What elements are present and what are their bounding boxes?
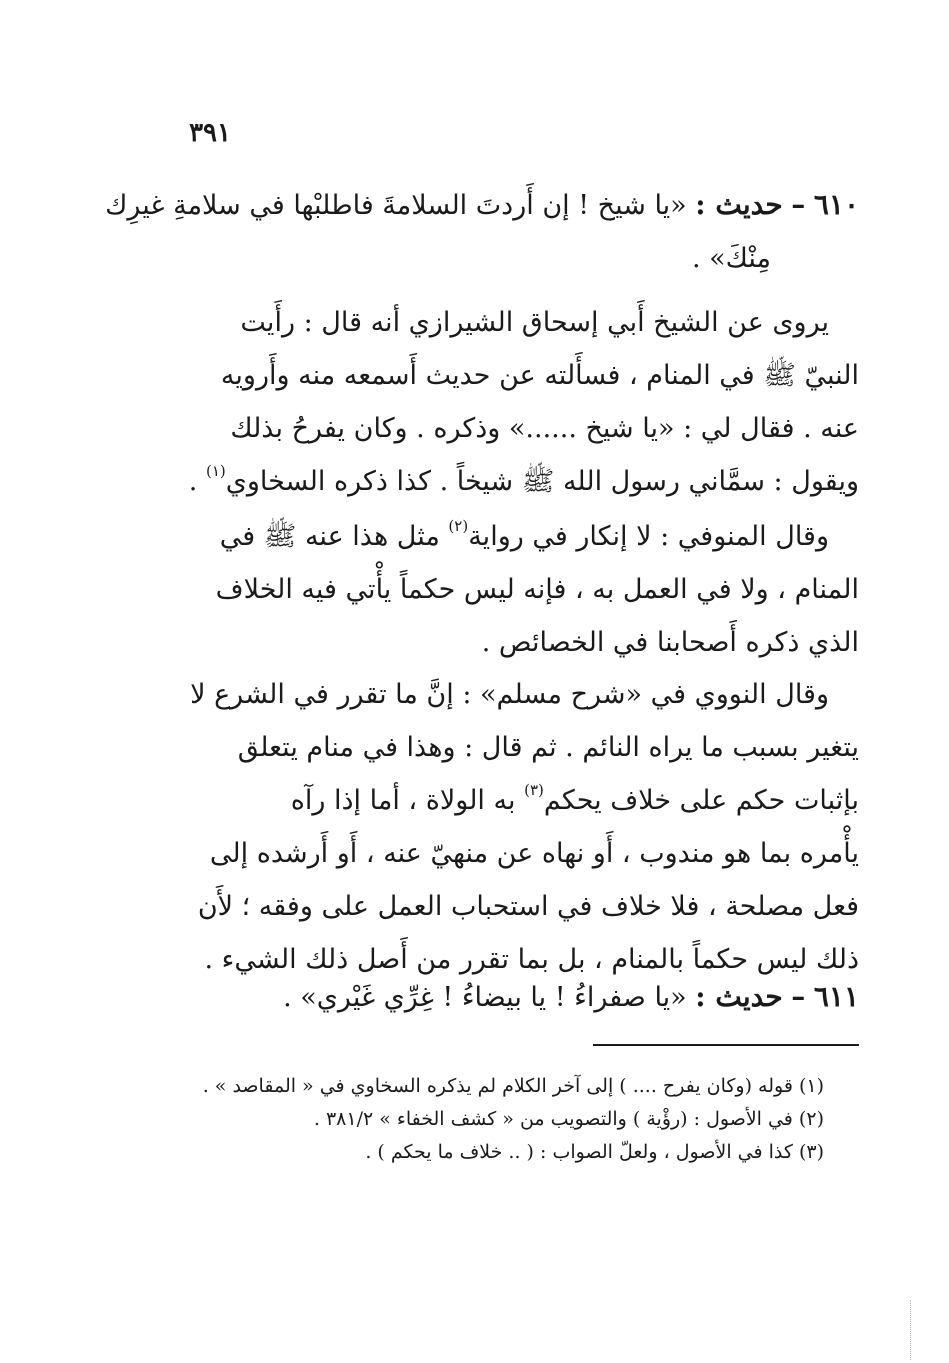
paragraph-line: النبيّ ﷺ في المنام ، فسأَلته عن حديث أَسمعه منه وأَرويه <box>220 360 859 391</box>
paragraph-text: مثل هذا عنه ﷺ في <box>219 521 449 552</box>
footnote-ref-3: (٣) <box>524 781 544 799</box>
paragraph-3 <box>179 668 859 986</box>
footnotes <box>184 1070 824 1169</box>
paragraph-line <box>179 774 859 827</box>
paragraph-line: يروى عن الشيخ أَبي إسحاق الشيرازي أنه قال : رأَيت <box>240 307 829 338</box>
footnote-3: (٣) كذا في الأصول ، ولعلّ الصواب : ( .. خلاف ما يحكم ) . <box>365 1141 824 1163</box>
footnote-2: (٢) في الأصول : (رؤْية ) والتصويب من « كشف الخفاء » ٣٨١/٢ . <box>313 1108 824 1130</box>
paragraph-text: . <box>188 466 206 497</box>
hadith-610-line-1 <box>105 178 859 232</box>
paragraph-text: ويقول : سمَّاني رسول الله ﷺ شيخاً . كذا ذكره السخاوي <box>225 466 859 497</box>
paragraph-line <box>179 455 859 508</box>
page-number: ٣٩١ <box>189 118 231 148</box>
paragraph-2 <box>179 510 859 669</box>
hadith-label: حديث : <box>695 188 783 221</box>
paragraph-line: الذي ذكره أَصحابنا في الخصائص . <box>481 627 859 658</box>
hadith-610 <box>105 178 859 285</box>
paragraph-text: وقال المنوفي : لا إنكار في رواية <box>468 521 829 552</box>
hadith-611-line-1 <box>169 970 859 1024</box>
footnote-divider <box>593 1044 859 1046</box>
paragraph-line: عنه . فقال لي : «يا شيخ ......» وذكره . وكان يفرحُ بذلك <box>230 413 859 444</box>
paragraph-text: بإثبات حكم على خلاف يحكم <box>543 785 859 816</box>
footnote-ref-1: (١) <box>205 462 226 480</box>
hadith-text: «يا صفراءُ ! يا بيضاءُ ! غِرِّي غَيْري» . <box>283 982 687 1013</box>
paragraph-1 <box>179 296 859 508</box>
footnote-ref-2: (٢) <box>448 517 469 535</box>
paragraph-line: ذلك ليس حكماً بالمنام ، بل بما تقرر من أَصل ذلك الشيء . <box>204 944 859 975</box>
hadith-label: حديث : <box>695 980 783 1013</box>
paragraph-line: المنام ، ولا في العمل به ، فإنه ليس حكماً يأْتي فيه الخلاف <box>215 574 859 605</box>
paragraph-line: يأْمره بما هو مندوب ، أَو نهاه عن منهيّ عنه ، أَو أَرشده إلى <box>209 838 859 869</box>
scan-margin-artifact <box>910 1300 913 1360</box>
hadith-610-line-2: مِنْكَ» . <box>691 243 771 274</box>
footnote-1: (١) قوله (وكان يفرح .... ) إلى آخر الكلام لم يذكره السخاوي في « المقاصد » . <box>202 1075 824 1097</box>
hadith-text: «يا شيخ ! إن أَردتَ السلامةَ فاطلبْها في سلامةِ غيرِك <box>105 190 687 221</box>
paragraph-line: فعل مصلحة ، فلا خلاف في استحباب العمل على وفقه ؛ لأَن <box>197 891 859 922</box>
hadith-number: ٦١٠ <box>813 188 859 221</box>
paragraph-line <box>179 510 859 563</box>
paragraph-line: يتغير بسبب ما يراه النائم . ثم قال : وهذا في منام يتعلق <box>237 732 859 763</box>
hadith-dash: – <box>791 980 806 1013</box>
paragraph-text: به الولاة ، أما إذا رآه <box>290 785 525 816</box>
hadith-number: ٦١١ <box>813 980 859 1013</box>
hadith-dash: – <box>791 188 806 221</box>
paragraph-line: وقال النووي في «شرح مسلم» : إنَّ ما تقرر في الشرع لا <box>190 679 829 710</box>
hadith-611 <box>169 970 859 1024</box>
